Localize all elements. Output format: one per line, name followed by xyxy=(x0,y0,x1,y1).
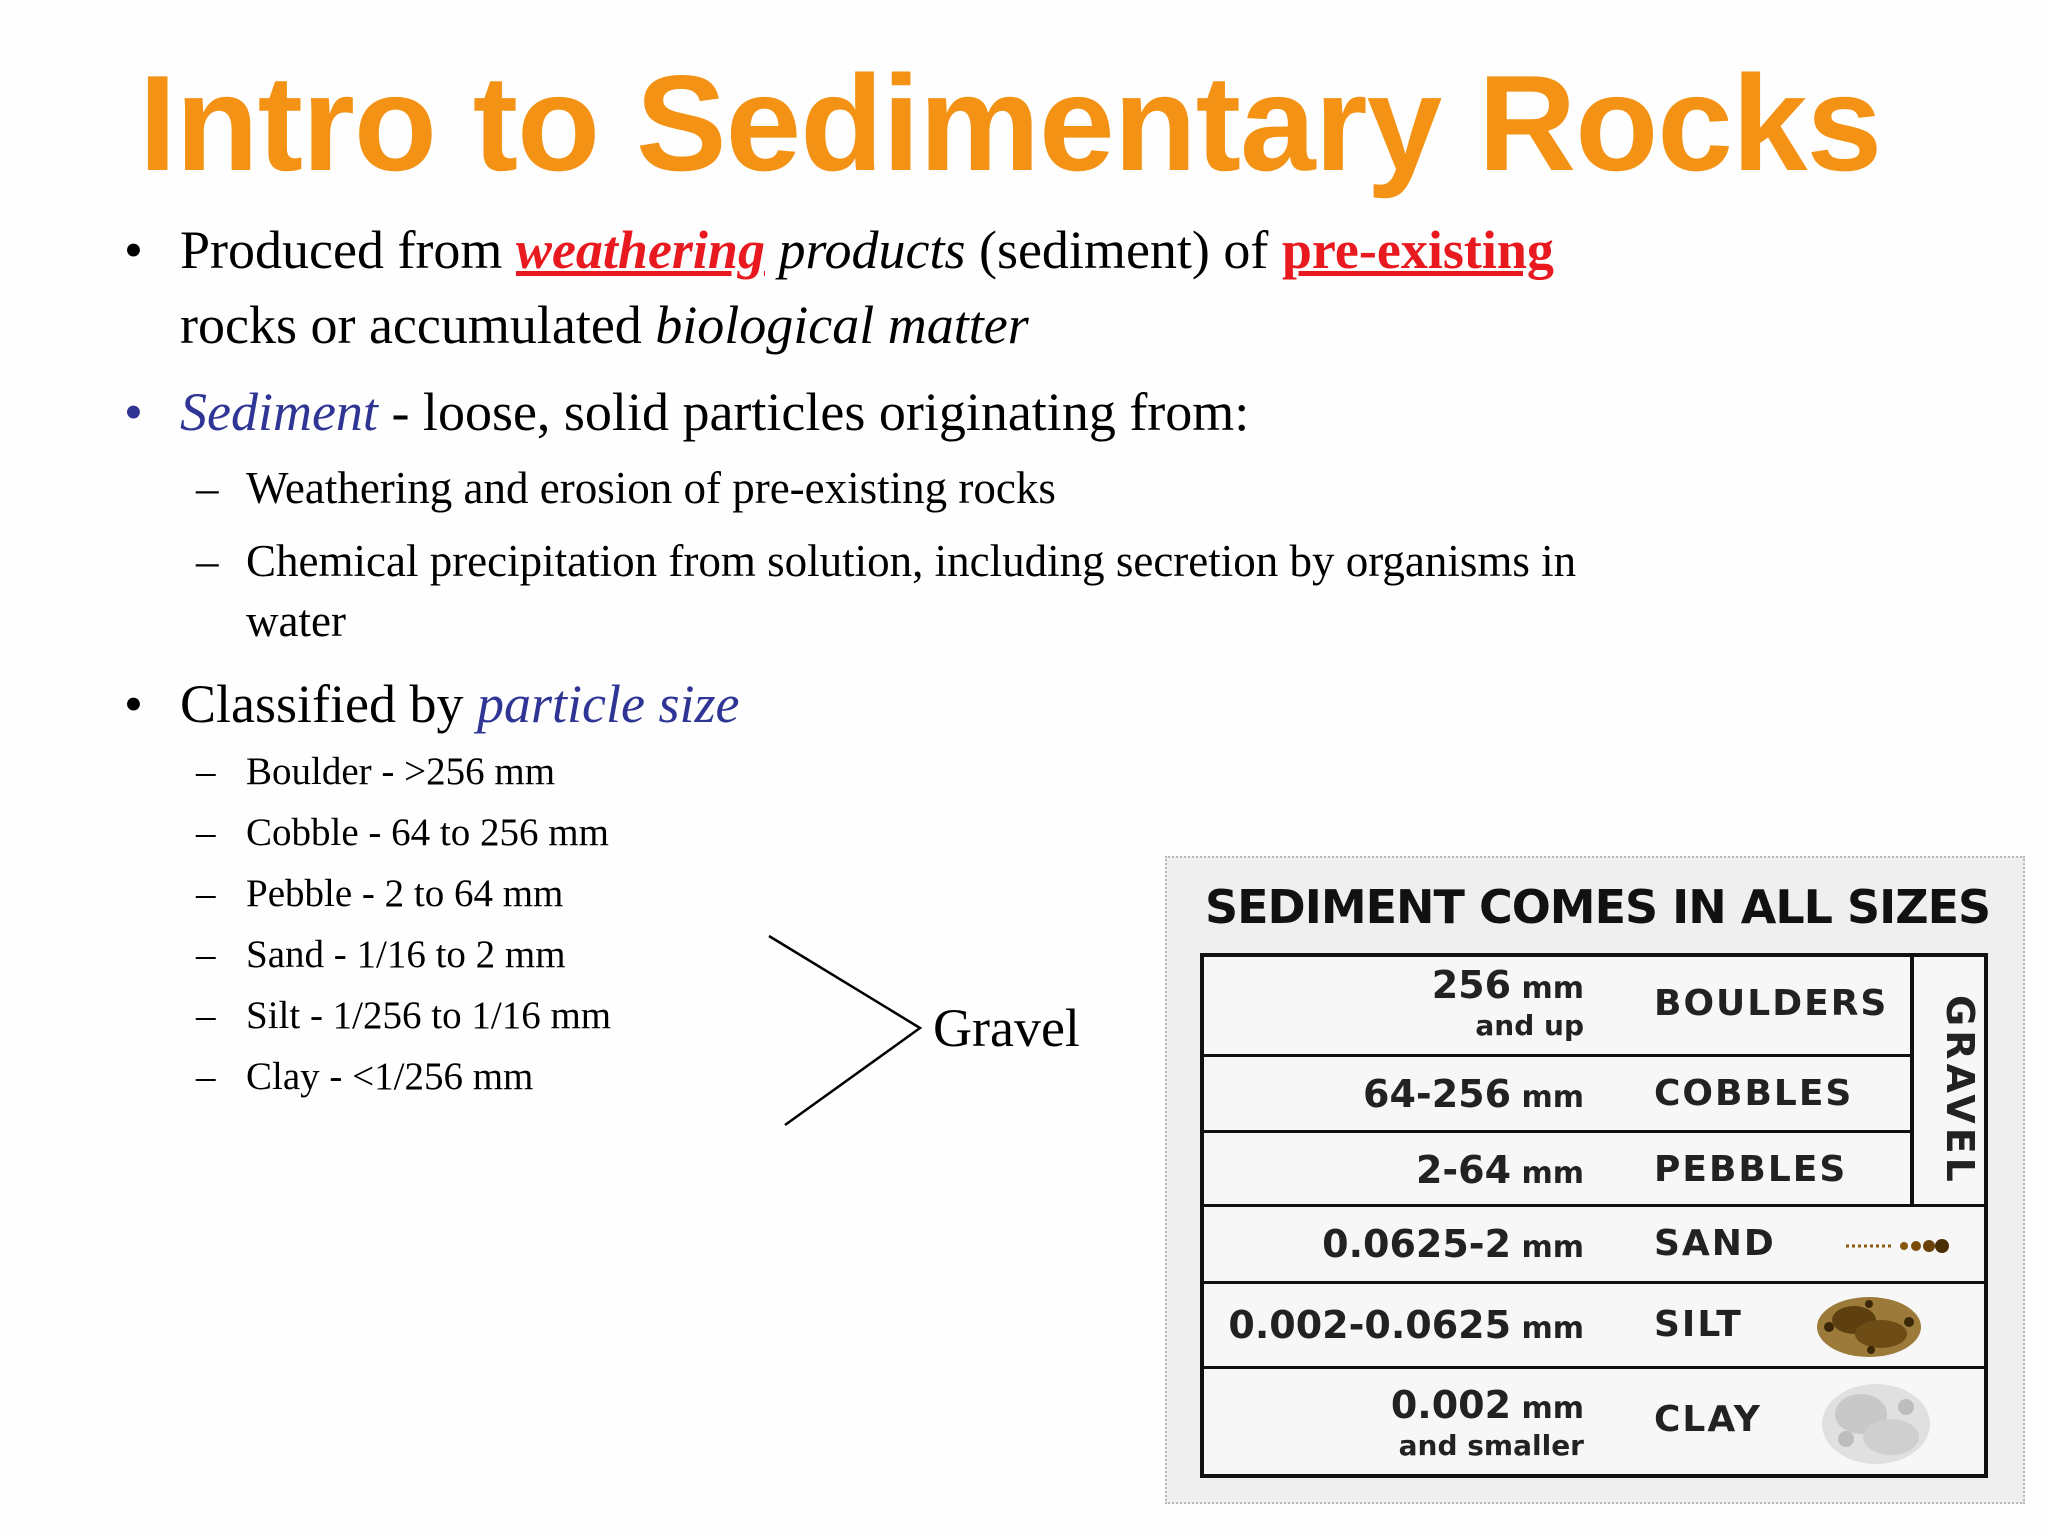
dash-marker: – xyxy=(196,750,216,793)
dash-marker: – xyxy=(196,811,216,854)
dash-marker: – xyxy=(196,872,216,915)
category-label: CLAY xyxy=(1654,1399,1762,1440)
text-produced-from: Produced from xyxy=(180,220,516,280)
gravel-vertical-label: GRAVEL xyxy=(1938,995,1982,1186)
dash-marker: – xyxy=(196,994,216,1037)
text-rocks-or: rocks or accumulated xyxy=(180,295,656,355)
size-range xyxy=(1224,1219,1584,1277)
chart-row-pebbles xyxy=(1204,1130,1914,1206)
size-num: 256 xyxy=(1431,963,1512,1007)
size-range xyxy=(1224,1145,1584,1203)
size-num: 0.002-0.0625 xyxy=(1228,1303,1512,1347)
sub-item-text: Chemical precipitation from solution, including secretion by organisms in xyxy=(246,536,1577,586)
text-sediment-def: - loose, solid particles originating from: xyxy=(377,382,1250,442)
bullet-classified-text xyxy=(180,664,739,744)
text-products: products xyxy=(764,220,966,280)
category-label: SAND xyxy=(1654,1223,1776,1264)
size-item-text: Pebble - 2 to 64 mm xyxy=(246,872,564,915)
gravel-label: Gravel xyxy=(933,998,1080,1058)
bullet-text-line2 xyxy=(180,285,1029,365)
text-classified-by: Classified by xyxy=(180,674,477,734)
size-item-text: Clay - <1/256 mm xyxy=(246,1055,534,1098)
chart-heading: SEDIMENT COMES IN ALL SIZES xyxy=(1205,880,1991,934)
chart-row-cobbles xyxy=(1204,1054,1914,1130)
size-num: 64-256 xyxy=(1363,1072,1512,1116)
dash-marker: – xyxy=(196,1055,216,1098)
size-range xyxy=(1224,1069,1584,1127)
sub-item-text: Weathering and erosion of pre-existing rocks xyxy=(246,463,1056,513)
term-particle-size: particle size xyxy=(476,674,740,734)
bullet-sediment-text xyxy=(180,372,1249,452)
size-unit: mm xyxy=(1511,971,1584,1006)
category-label: BOULDERS xyxy=(1654,983,1889,1024)
link-weathering[interactable]: weathering xyxy=(515,220,765,280)
size-num: 0.0625-2 xyxy=(1322,1222,1512,1266)
size-num: 0.002 xyxy=(1390,1383,1512,1427)
size-item-text: Cobble - 64 to 256 mm xyxy=(246,811,609,854)
bullet-text-line1 xyxy=(180,210,1554,290)
link-pre-existing[interactable]: pre-existing xyxy=(1281,220,1554,280)
size-range xyxy=(1224,1300,1584,1358)
size-range xyxy=(1224,963,1584,1042)
text-sediment-of: (sediment) of xyxy=(965,220,1282,280)
size-unit: mm xyxy=(1511,1391,1584,1426)
chart-row-clay xyxy=(1204,1366,1984,1478)
size-num: 2-64 xyxy=(1415,1148,1512,1192)
size-item-text: Silt - 1/256 to 1/16 mm xyxy=(246,994,612,1037)
size-range xyxy=(1224,1383,1584,1462)
size-line2: and up xyxy=(1475,1009,1584,1042)
dash-marker: – xyxy=(196,933,216,976)
size-line2: and smaller xyxy=(1398,1429,1584,1462)
chart-row-sand xyxy=(1204,1204,1984,1281)
bullet-marker: • xyxy=(124,674,143,734)
slide-title: Intro to Sedimentary Rocks xyxy=(138,47,1882,199)
category-label: PEBBLES xyxy=(1654,1149,1848,1190)
size-unit: mm xyxy=(1511,1230,1584,1265)
size-unit: mm xyxy=(1511,1311,1584,1346)
category-label: SILT xyxy=(1654,1304,1743,1345)
chart-row-silt xyxy=(1204,1281,1984,1366)
silt-particles-icon xyxy=(1809,1292,1929,1362)
text-biological-matter: biological matter xyxy=(655,295,1029,355)
gravel-bracket xyxy=(760,930,940,1130)
gravel-group-box xyxy=(1910,957,1984,1204)
dash-marker: – xyxy=(196,536,219,586)
size-unit: mm xyxy=(1511,1080,1584,1115)
bullet-marker: • xyxy=(124,382,143,442)
sand-grains-icon xyxy=(1844,1231,1954,1261)
size-unit: mm xyxy=(1511,1156,1584,1191)
chart-table xyxy=(1200,953,1988,1478)
size-item-text: Sand - 1/16 to 2 mm xyxy=(246,933,566,976)
sediment-size-chart xyxy=(1165,856,2025,1504)
clay-particles-icon xyxy=(1816,1379,1936,1469)
bullet-marker: • xyxy=(124,220,143,280)
dash-marker: – xyxy=(196,463,219,513)
size-item-text: Boulder - >256 mm xyxy=(246,750,556,793)
category-label: COBBLES xyxy=(1654,1073,1854,1114)
chart-row-boulders xyxy=(1204,957,1914,1054)
term-sediment: Sediment xyxy=(180,382,378,442)
sub-item-text: water xyxy=(246,596,346,646)
